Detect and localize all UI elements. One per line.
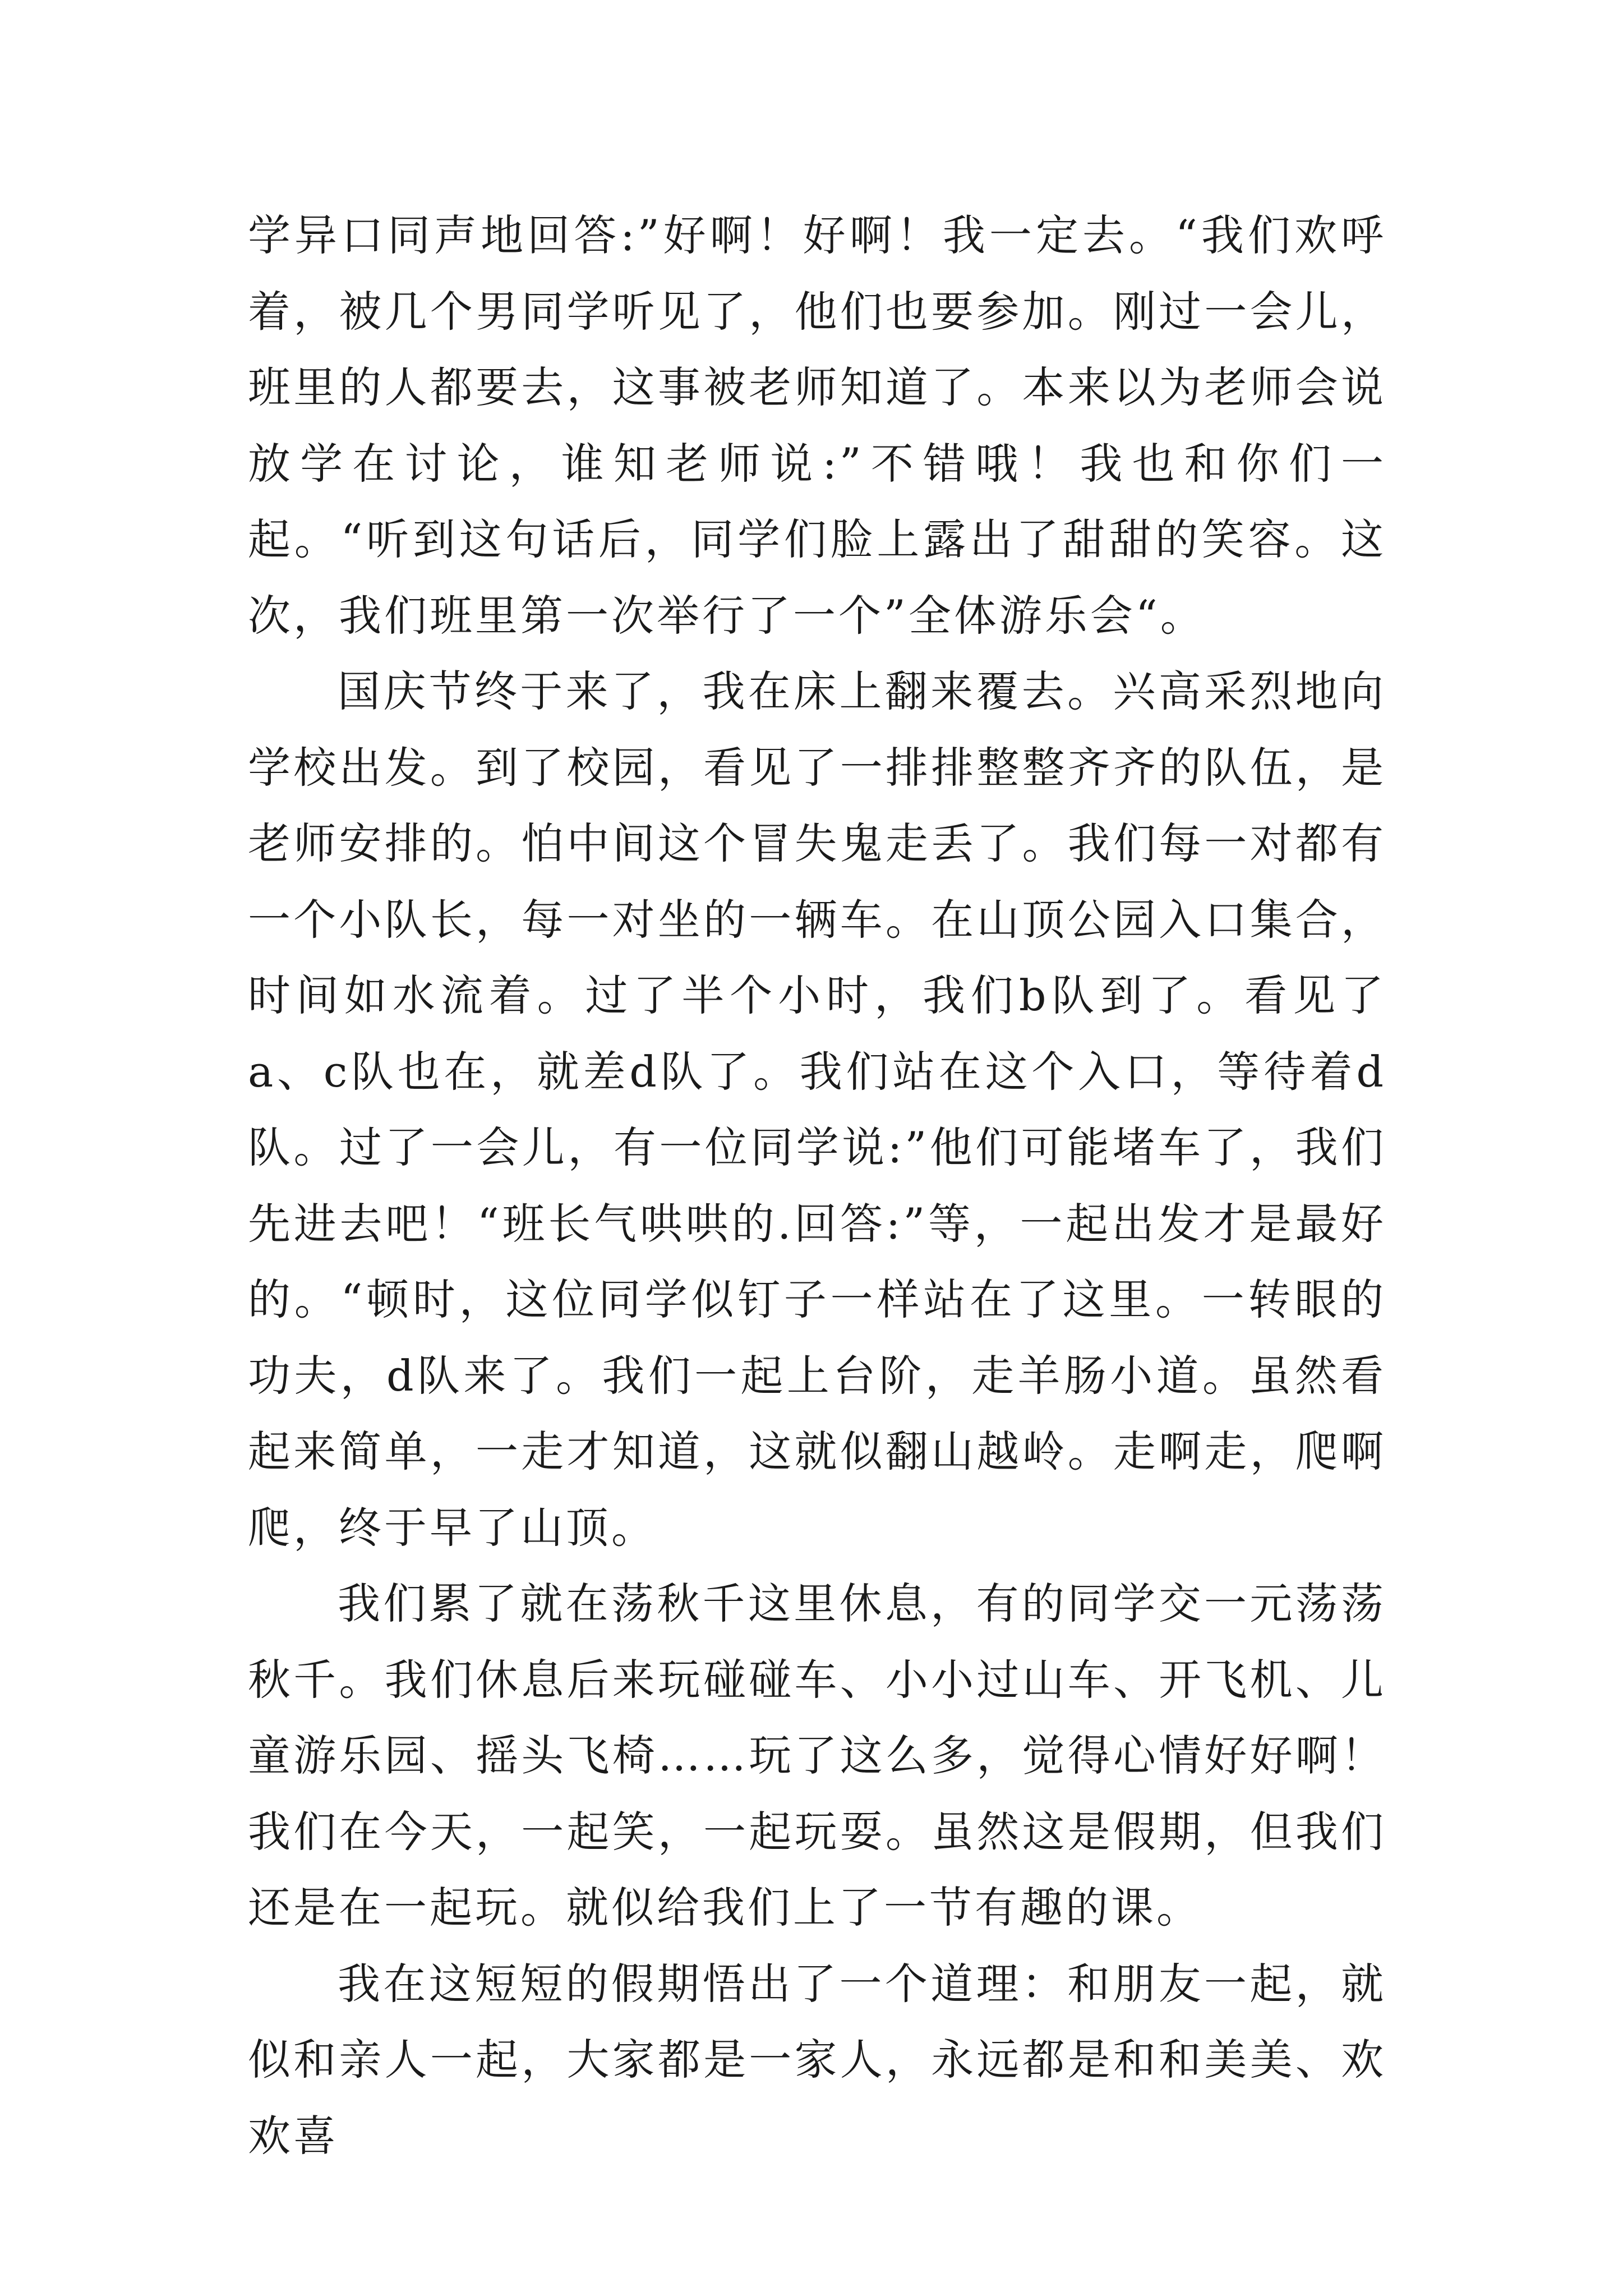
- essay-body: [248, 197, 1386, 2174]
- paragraph-4: 我在这短短的假期悟出了一个道理：和朋友一起，就似和亲人一起，大家都是一家人，永远都是和和美美、欢欢喜: [248, 1958, 1386, 2161]
- paragraph-1: 学异口同声地回答:”好啊！好啊！我一定去。“我们欢呼着，被几个男同学听见了，他们也要参加。刚过一会儿，班里的人都要去，这事被老师知道了。本来以为老师会说放学在讨论，谁知老师说:”不错哦！我也和你们一起。“听到这句话后，同学们脸上露出了甜甜的笑容。这次，我们班里第一次举行了一个”全体游乐会“。: [248, 210, 1386, 641]
- paragraph-2: 国庆节终于来了，我在床上翻来覆去。兴高采烈地向学校出发。到了校园，看见了一排排整整齐齐的队伍，是老师安排的。怕中间这个冒失鬼走丢了。我们每一对都有一个小队长，每一对坐的一辆车。在山顶公园入口集合，时间如水流着。过了半个小时，我们b队到了。看见了a、c队也在，就差d队了。我们站在这个入口，等待着d队。过了一会儿，有一位同学说:”他们可能堵车了，我们先进去吧！“班长气哄哄的.回答:”等，一起出发才是最好的。“顿时，这位同学似钉子一样站在了这里。一转眼的功夫，d队来了。我们一起上台阶，走羊肠小道。虽然看起来简单，一走才知道，这就似翻山越岭。走啊走，爬啊爬，终于早了山顶。: [248, 666, 1386, 1553]
- paragraph-3: 我们累了就在荡秋千这里休息，有的同学交一元荡荡秋千。我们休息后来玩碰碰车、小小过山车、开飞机、儿童游乐园、摇头飞椅……玩了这么多，觉得心情好好啊！我们在今天，一起笑，一起玩耍。虽然这是假期，但我们还是在一起玩。就似给我们上了一节有趣的课。: [248, 1579, 1386, 1932]
